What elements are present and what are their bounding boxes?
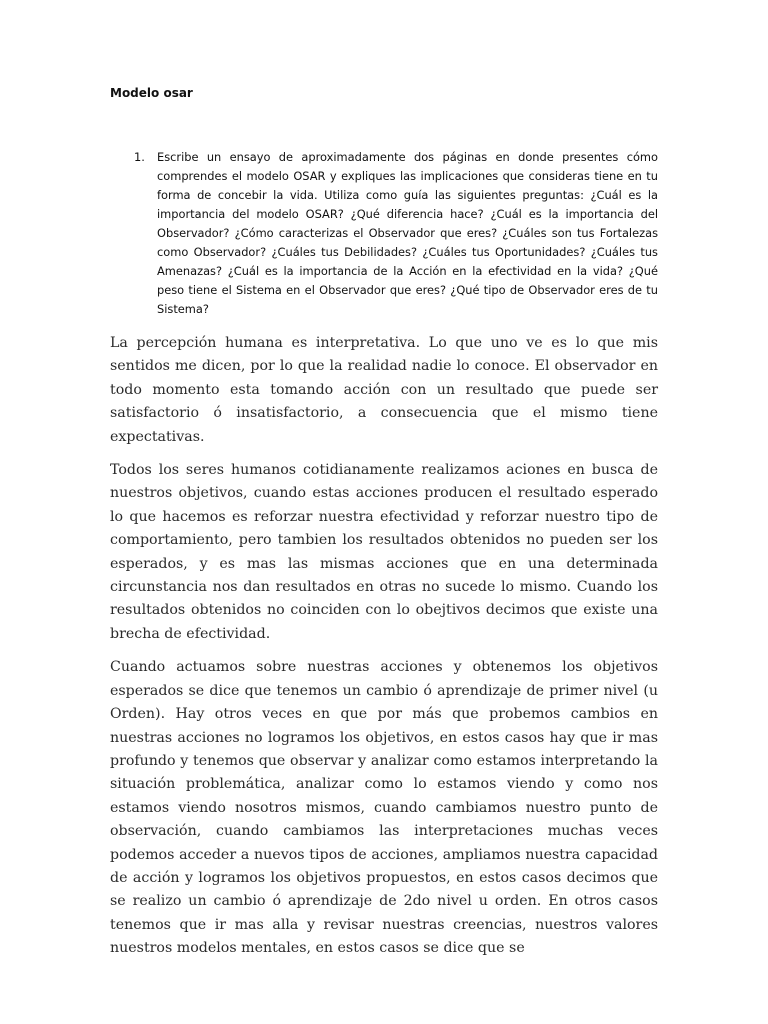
question-text: Escribe un ensayo de aproximadamente dos páginas en donde presentes cómo comprendes el modelo OSAR y expliques las implicaciones que consideras tiene en tu forma de concebir la vida. Utiliza como guía las siguientes preguntas: ¿Cuál es la importancia del modelo OSAR? ¿Qué diferencia hace? ¿Cuál es la importancia del Observador? ¿Cómo caracterizas el Observador que eres? ¿Cuáles son tus Fortalezas como Observador? ¿Cuáles tus Debilidades? ¿Cuáles tus Oportunidades? ¿Cuáles tus Amenazas? ¿Cuál es la importancia de la Acción en la efectividad en la vida? ¿Qué peso tiene el Sistema en el Observador que eres? ¿Qué tipo de Observador eres de tu Sistema? xyxy=(157,150,658,316)
document-title: Modelo osar xyxy=(110,86,193,100)
essay-paragraph-1: La percepción humana es interpretativa. Lo que uno ve es lo que mis sentidos me dicen, por lo que la realidad nadie lo conoce. El observador en todo momento esta tomando acción con un resultado que puede ser satisfactorio ó insatisfactorio, a consecuencia que el mismo tiene expectativas. xyxy=(110,335,658,445)
question-number: 1. xyxy=(134,150,145,164)
essay-paragraph-3: Cuando actuamos sobre nuestras acciones y obtenemos los objetivos esperados se dice que tenemos un cambio ó aprendizaje de primer nivel (u Orden). Hay otros veces en que por más que probemos cambios en nuestras acciones no logramos los objetivos, en estos casos hay que ir mas profundo y tenemos que observar y analizar como estamos interpretando la situación problemática, analizar como lo estamos viendo y como nos estamos viendo nosotros mismos, cuando cambiamos nuestro punto de observación, cuando cambiamos las interpretaciones muchas veces podemos acceder a nuevos tipos de acciones, ampliamos nuestra capacidad de acción y logramos los objetivos propuestos, en estos casos decimos que se realizo un cambio ó aprendizaje de 2do nivel u orden. En otros casos tenemos que ir mas alla y revisar nuestras creencias, nuestros valores nuestros modelos mentales, en estos casos se dice que se xyxy=(110,659,658,957)
essay-body xyxy=(110,332,658,971)
question-item xyxy=(110,148,658,319)
essay-paragraph-2: Todos los seres humanos cotidianamente realizamos aciones en busca de nuestros objetivos, cuando estas acciones producen el resultado esperado lo que hacemos es reforzar nuestra efectividad y reforzar nuestro tipo de comportamiento, pero tambien los resultados obtenidos no pueden ser los esperados, y es mas las mismas acciones que en una determinada circunstancia nos dan resultados en otras no sucede lo mismo. Cuando los resultados obtenidos no coinciden con lo obejtivos decimos que existe una brecha de efectividad. xyxy=(110,462,658,642)
